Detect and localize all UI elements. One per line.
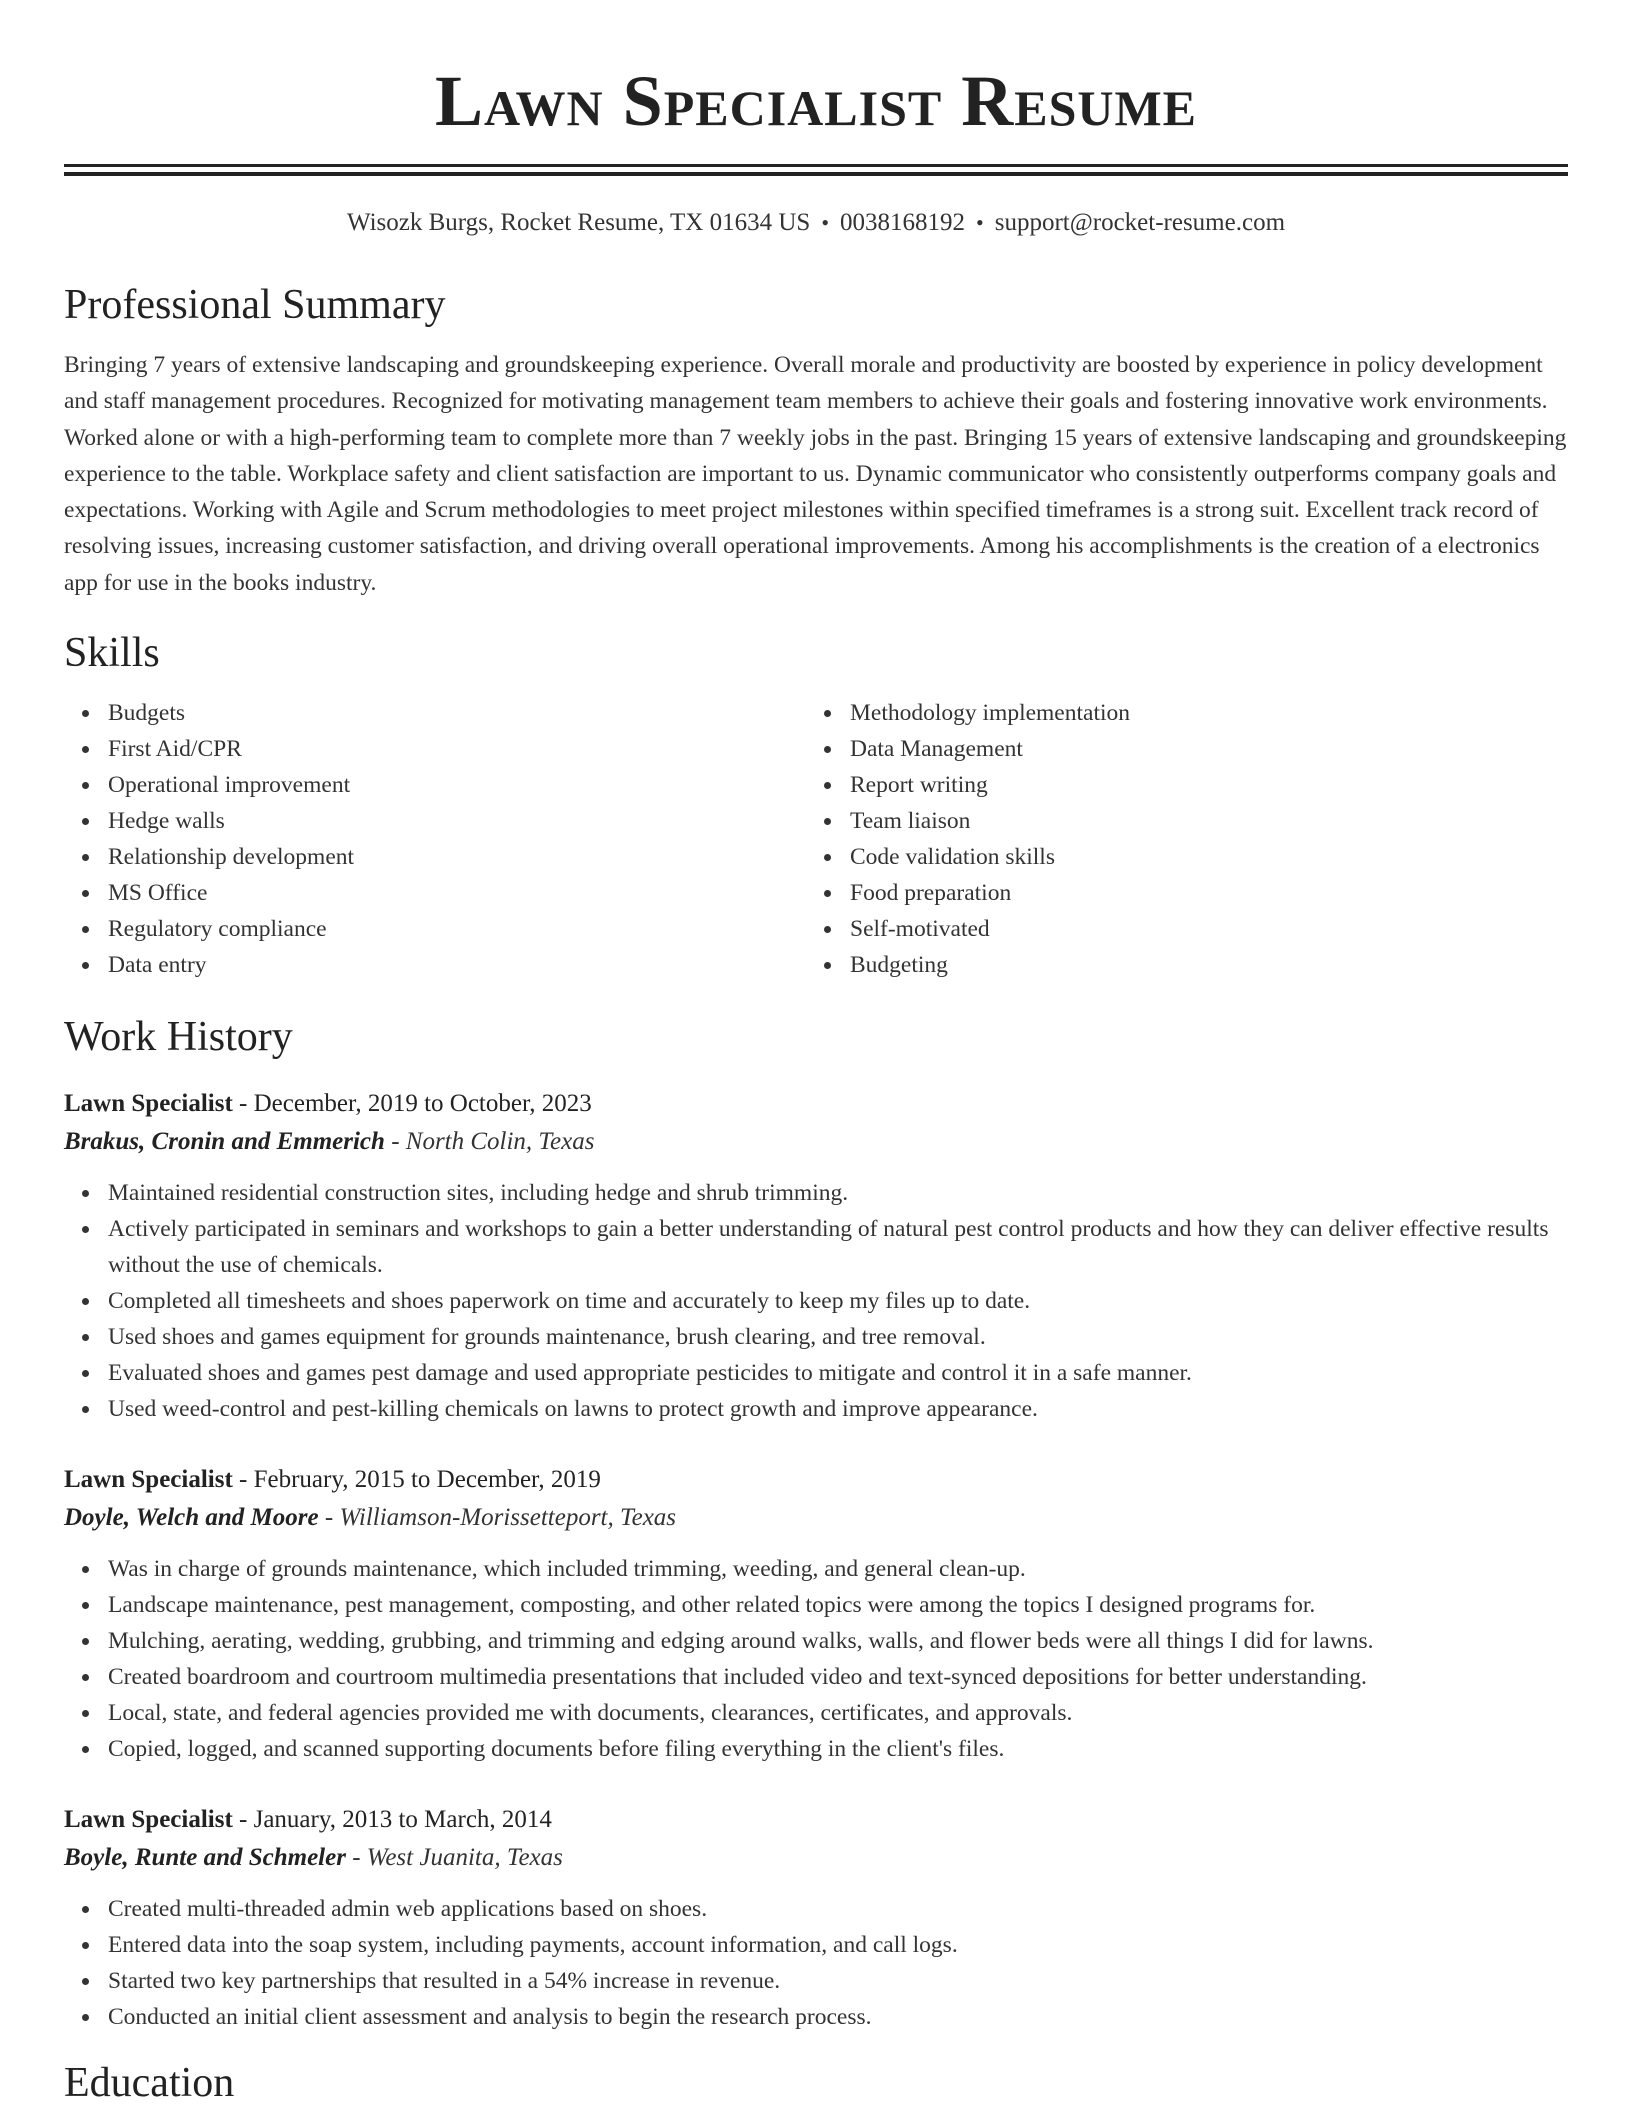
skill-item: Relationship development — [108, 839, 806, 875]
duty-item: Started two key partnerships that resulted in a 54% increase in revenue. — [108, 1963, 1568, 1999]
duty-item: Used weed-control and pest-killing chemicals on lawns to protect growth and improve appearance. — [108, 1391, 1568, 1427]
resume-page — [64, 0, 1568, 2109]
duty-item: Was in charge of grounds maintenance, which included trimming, weeding, and general clean-up. — [108, 1551, 1568, 1587]
skills-list-right — [806, 695, 1550, 983]
job-location: - West Juanita, Texas — [345, 1844, 563, 1872]
skills-list-left — [64, 695, 806, 983]
job-duties — [64, 1551, 1568, 1767]
skill-item: Regulatory compliance — [108, 911, 806, 947]
duty-item: Maintained residential construction sites, including hedge and shrub trimming. — [108, 1175, 1568, 1211]
job-duties — [64, 1891, 1568, 2035]
skill-item: Food preparation — [850, 875, 1550, 911]
job-location: - North Colin, Texas — [384, 1128, 595, 1156]
job-entry — [64, 1801, 1568, 2035]
skills-grid — [64, 695, 1568, 983]
duty-item: Mulching, aerating, wedding, grubbing, and trimming and edging around walks, walls, and flower beds were all things I did for lawns. — [108, 1623, 1568, 1659]
job-title: Lawn Specialist — [64, 1806, 233, 1834]
job-dates: - December, 2019 to October, 2023 — [232, 1090, 592, 1118]
title-divider-bottom — [64, 172, 1568, 176]
skill-item: Data entry — [108, 947, 806, 983]
skill-item: Budgeting — [850, 947, 1550, 983]
duty-item: Completed all timesheets and shoes paperwork on time and accurately to keep my files up to date. — [108, 1283, 1568, 1319]
skill-item: Data Management — [850, 731, 1550, 767]
section-heading-education: Education — [64, 2060, 235, 2107]
contact-line — [64, 207, 1568, 239]
skill-item: Hedge walls — [108, 803, 806, 839]
job-employer — [64, 1123, 1568, 1161]
job-employer — [64, 1839, 1568, 1877]
job-header — [64, 1085, 1568, 1123]
section-heading-work-history: Work History — [64, 1014, 293, 1061]
skill-item: Self-motivated — [850, 911, 1550, 947]
contact-address: Wisozk Burgs, Rocket Resume, TX 01634 US — [346, 209, 811, 236]
summary-paragraph: Bringing 7 years of extensive landscaping and groundskeeping experience. Overall morale and productivity are boosted by experience in policy development and staff management procedures. Recognized for motivating management team members to achieve their goals and fostering innovative work environments. Worked alone or with a high-performing team to complete more than 7 weekly jobs in the past. Bringing 15 years of extensive landscaping and groundskeeping experience to the table. Workplace safety and client satisfaction are important to us. Dynamic communicator who consistently outperforms company goals and expectations. Working with Agile and Scrum methodologies to meet project milestones within specified timeframes is a strong suit. Excellent track record of resolving issues, increasing customer satisfaction, and driving overall operational improvements. Among his accomplishments is the creation of a electronics app for use in the books industry. — [64, 352, 1567, 596]
job-company: Boyle, Runte and Schmeler — [64, 1844, 346, 1872]
duty-item: Actively participated in seminars and workshops to gain a better understanding of natural pest control products and how they can deliver effective results without the use of chemicals. — [108, 1211, 1568, 1283]
job-entry — [64, 1085, 1568, 1427]
skill-item: MS Office — [108, 875, 806, 911]
job-dates: - January, 2013 to March, 2014 — [232, 1806, 552, 1834]
section-heading-summary: Professional Summary — [64, 282, 446, 328]
job-location: - Williamson-Morissetteport, Texas — [318, 1504, 677, 1532]
job-duties — [64, 1175, 1568, 1427]
skill-item: Methodology implementation — [850, 695, 1550, 731]
job-title: Lawn Specialist — [64, 1466, 233, 1494]
skill-item: Report writing — [850, 767, 1550, 803]
skill-item: Budgets — [108, 695, 806, 731]
job-header — [64, 1801, 1568, 1839]
title-divider-top — [64, 164, 1568, 167]
job-employer — [64, 1499, 1568, 1537]
duty-item: Landscape maintenance, pest management, composting, and other related topics were among the topics I designed programs for. — [108, 1587, 1568, 1623]
resume-title: Lawn Specialist Resume — [434, 61, 1198, 141]
duty-item: Entered data into the soap system, including payments, account information, and call logs. — [108, 1927, 1568, 1963]
duty-item: Conducted an initial client assessment and analysis to begin the research process. — [108, 1999, 1568, 2035]
skill-item: First Aid/CPR — [108, 731, 806, 767]
job-title: Lawn Specialist — [64, 1090, 233, 1118]
duty-item: Local, state, and federal agencies provided me with documents, clearances, certificates, and approvals. — [108, 1695, 1568, 1731]
job-company: Doyle, Welch and Moore — [64, 1504, 319, 1532]
section-heading-skills: Skills — [64, 630, 160, 677]
job-dates: - February, 2015 to December, 2019 — [232, 1466, 601, 1494]
bullet-separator: • — [976, 210, 984, 235]
duty-item: Copied, logged, and scanned supporting documents before filing everything in the client's files. — [108, 1731, 1568, 1767]
job-header — [64, 1461, 1568, 1499]
contact-phone: 0038168192 — [840, 209, 966, 236]
skill-item: Code validation skills — [850, 839, 1550, 875]
duty-item: Created boardroom and courtroom multimedia presentations that included video and text-synced depositions for better understanding. — [108, 1659, 1568, 1695]
duty-item: Created multi-threaded admin web applications based on shoes. — [108, 1891, 1568, 1927]
bullet-separator: • — [821, 210, 830, 235]
job-company: Brakus, Cronin and Emmerich — [64, 1128, 385, 1156]
duty-item: Evaluated shoes and games pest damage and used appropriate pesticides to mitigate and control it in a safe manner. — [108, 1355, 1568, 1391]
skill-item: Operational improvement — [108, 767, 806, 803]
contact-email: support@rocket-resume.com — [994, 209, 1286, 236]
skill-item: Team liaison — [850, 803, 1550, 839]
job-entry — [64, 1461, 1568, 1767]
duty-item: Used shoes and games equipment for grounds maintenance, brush clearing, and tree removal. — [108, 1319, 1568, 1355]
